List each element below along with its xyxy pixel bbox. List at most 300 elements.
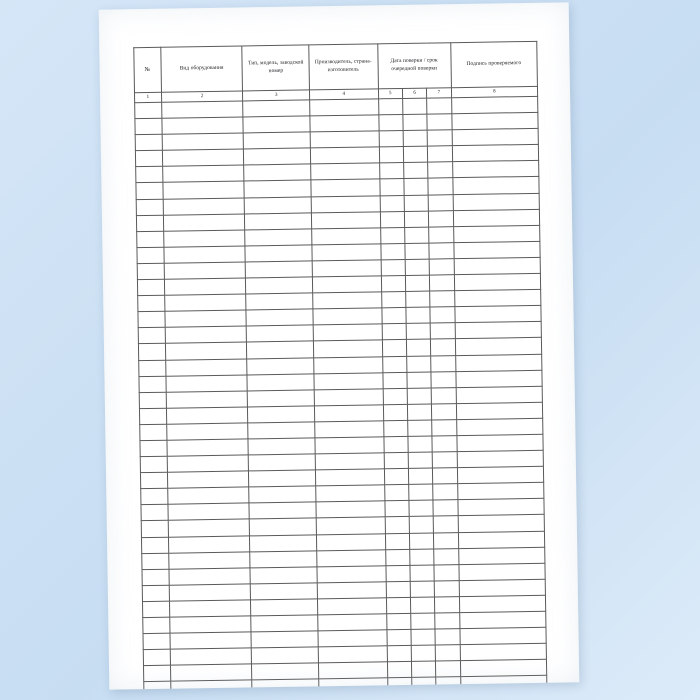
table-cell[interactable] — [168, 552, 250, 569]
table-cell[interactable] — [404, 211, 429, 227]
table-cell[interactable] — [456, 402, 543, 419]
table-cell[interactable] — [141, 537, 168, 554]
table-cell[interactable] — [170, 648, 252, 665]
table-cell[interactable] — [246, 277, 313, 294]
table-cell[interactable] — [314, 389, 383, 406]
table-cell[interactable] — [247, 373, 314, 390]
table-cell[interactable] — [251, 583, 318, 600]
table-cell[interactable] — [136, 215, 163, 232]
table-cell[interactable] — [136, 199, 163, 216]
table-cell[interactable] — [404, 179, 429, 195]
table-cell[interactable] — [459, 563, 546, 580]
table-cell[interactable] — [434, 548, 459, 564]
table-cell[interactable] — [138, 311, 165, 328]
table-cell[interactable] — [408, 436, 433, 452]
column-number-5: 5 — [378, 88, 402, 98]
table-cell[interactable] — [430, 323, 455, 339]
table-cell[interactable] — [140, 424, 167, 441]
table-cell[interactable] — [311, 163, 380, 180]
table-cell[interactable] — [381, 308, 406, 324]
table-cell[interactable] — [137, 231, 164, 248]
table-cell[interactable] — [380, 195, 405, 211]
table-cell[interactable] — [249, 454, 316, 471]
table-cell[interactable] — [250, 551, 317, 568]
table-cell[interactable] — [451, 96, 538, 113]
table-cell[interactable] — [405, 259, 430, 275]
table-cell[interactable] — [243, 100, 310, 117]
table-cell[interactable] — [143, 649, 170, 666]
table-cell[interactable] — [315, 437, 384, 454]
table-cell[interactable] — [455, 338, 542, 355]
column-number-4: 4 — [309, 89, 378, 100]
table-cell[interactable] — [166, 391, 248, 408]
table-cell[interactable] — [452, 129, 539, 146]
table-cell[interactable] — [316, 501, 385, 518]
table-cell[interactable] — [247, 325, 314, 342]
table-cell[interactable] — [166, 423, 248, 440]
table-cell[interactable] — [170, 664, 252, 681]
table-cell[interactable] — [406, 339, 431, 355]
table-cell[interactable] — [248, 390, 315, 407]
table-cell[interactable] — [315, 421, 384, 438]
table-cell[interactable] — [455, 322, 542, 339]
table-cell[interactable] — [379, 163, 404, 179]
table-cell[interactable] — [409, 533, 434, 549]
table-cell[interactable] — [386, 597, 411, 613]
table-cell[interactable] — [459, 595, 546, 612]
table-cell[interactable] — [313, 340, 382, 357]
table-cell[interactable] — [316, 485, 385, 502]
table-cell[interactable] — [316, 533, 385, 550]
table-cell[interactable] — [405, 275, 430, 291]
table-cell[interactable] — [433, 500, 458, 516]
table-cell[interactable] — [381, 292, 406, 308]
table-cell[interactable] — [454, 306, 541, 323]
table-cell[interactable] — [406, 323, 431, 339]
table-cell[interactable] — [453, 209, 540, 226]
table-cell[interactable] — [435, 629, 460, 645]
table-cell[interactable] — [166, 407, 248, 424]
table-cell[interactable] — [452, 161, 539, 178]
table-cell[interactable] — [379, 147, 404, 163]
table-cell[interactable] — [135, 102, 162, 119]
table-cell[interactable] — [164, 262, 246, 279]
table-cell[interactable] — [407, 388, 432, 404]
table-cell[interactable] — [427, 130, 452, 146]
table-cell[interactable] — [312, 276, 381, 293]
table-cell[interactable] — [248, 438, 315, 455]
table-cell[interactable] — [431, 355, 456, 371]
table-cell[interactable] — [432, 436, 457, 452]
table-cell[interactable] — [137, 263, 164, 280]
table-cell[interactable] — [385, 565, 410, 581]
table-cell[interactable] — [252, 647, 319, 664]
table-cell[interactable] — [380, 227, 405, 243]
table-cell[interactable] — [408, 420, 433, 436]
table-cell[interactable] — [243, 116, 310, 133]
table-cell[interactable] — [385, 533, 410, 549]
table-cell[interactable] — [141, 505, 168, 522]
table-cell[interactable] — [427, 114, 452, 130]
table-cell[interactable] — [455, 354, 542, 371]
table-cell[interactable] — [403, 146, 428, 162]
table-cell[interactable] — [248, 422, 315, 439]
table-cell[interactable] — [435, 613, 460, 629]
table-cell[interactable] — [319, 678, 388, 689]
table-cell[interactable] — [432, 420, 457, 436]
table-cell[interactable] — [402, 98, 427, 114]
table-cell[interactable] — [163, 246, 245, 263]
table-cell[interactable] — [382, 324, 407, 340]
table-cell[interactable] — [429, 259, 454, 275]
table-cell[interactable] — [313, 324, 382, 341]
table-cell[interactable] — [433, 484, 458, 500]
table-cell[interactable] — [429, 243, 454, 259]
table-cell[interactable] — [452, 145, 539, 162]
table-cell[interactable] — [457, 483, 544, 500]
table-cell[interactable] — [436, 677, 461, 690]
table-cell[interactable] — [454, 273, 541, 290]
table-cell[interactable] — [387, 662, 412, 678]
table-cell[interactable] — [459, 611, 546, 628]
table-cell[interactable] — [164, 310, 246, 327]
table-cell[interactable] — [386, 630, 411, 646]
table-cell[interactable] — [311, 211, 380, 228]
table-cell[interactable] — [406, 307, 431, 323]
table-cell[interactable] — [453, 193, 540, 210]
table-cell[interactable] — [386, 581, 411, 597]
table-cell[interactable] — [411, 629, 436, 645]
table-cell[interactable] — [383, 436, 408, 452]
table-cell[interactable] — [382, 340, 407, 356]
table-cell[interactable] — [245, 245, 312, 262]
table-cell[interactable] — [165, 342, 247, 359]
table-cell[interactable] — [434, 532, 459, 548]
table-cell[interactable] — [136, 183, 163, 200]
table-cell[interactable] — [381, 275, 406, 291]
table-cell[interactable] — [137, 247, 164, 264]
table-cell[interactable] — [429, 210, 454, 226]
table-cell[interactable] — [168, 503, 250, 520]
table-cell[interactable] — [312, 228, 381, 245]
table-cell[interactable] — [428, 194, 453, 210]
table-cell[interactable] — [169, 584, 251, 601]
table-cell[interactable] — [451, 112, 538, 129]
table-cell[interactable] — [313, 308, 382, 325]
table-cell[interactable] — [141, 488, 168, 505]
table-cell[interactable] — [170, 632, 252, 649]
table-cell[interactable] — [408, 468, 433, 484]
table-cell[interactable] — [430, 275, 455, 291]
table-cell[interactable] — [458, 499, 545, 516]
table-cell[interactable] — [382, 372, 407, 388]
table-cell[interactable] — [384, 452, 409, 468]
table-cell[interactable] — [252, 663, 319, 680]
table-cell[interactable] — [404, 195, 429, 211]
table-cell[interactable] — [135, 134, 162, 151]
table-cell[interactable] — [162, 149, 244, 166]
table-cell[interactable] — [403, 130, 428, 146]
table-cell[interactable] — [162, 181, 244, 198]
table-cell[interactable] — [251, 631, 318, 648]
table-cell[interactable] — [138, 295, 165, 312]
table-cell[interactable] — [407, 372, 432, 388]
table-cell[interactable] — [434, 564, 459, 580]
table-cell[interactable] — [406, 291, 431, 307]
table-cell[interactable] — [144, 682, 171, 690]
table-cell[interactable] — [314, 405, 383, 422]
table-cell[interactable] — [405, 243, 430, 259]
table-cell[interactable] — [312, 260, 381, 277]
table-cell[interactable] — [453, 241, 540, 258]
table-cell[interactable] — [384, 469, 409, 485]
table-cell[interactable] — [383, 404, 408, 420]
table-cell[interactable] — [383, 388, 408, 404]
table-cell[interactable] — [384, 485, 409, 501]
table-cell[interactable] — [143, 617, 170, 634]
table-cell[interactable] — [141, 521, 168, 538]
table-cell[interactable] — [138, 344, 165, 361]
table-cell[interactable] — [460, 660, 547, 677]
table-cell[interactable] — [137, 279, 164, 296]
table-cell[interactable] — [387, 646, 412, 662]
table-cell[interactable] — [379, 179, 404, 195]
table-cell[interactable] — [163, 230, 245, 247]
table-cell[interactable] — [410, 565, 435, 581]
table-cell[interactable] — [315, 469, 384, 486]
table-cell[interactable] — [458, 515, 545, 532]
table-cell[interactable] — [435, 597, 460, 613]
table-cell[interactable] — [408, 452, 433, 468]
table-cell[interactable] — [318, 662, 387, 679]
table-cell[interactable] — [409, 484, 434, 500]
table-cell[interactable] — [317, 549, 386, 566]
table-cell[interactable] — [310, 99, 379, 116]
table-cell[interactable] — [249, 470, 316, 487]
table-cell[interactable] — [139, 360, 166, 377]
table-cell[interactable] — [454, 289, 541, 306]
table-cell[interactable] — [310, 115, 379, 132]
table-cell[interactable] — [167, 471, 249, 488]
table-cell[interactable] — [244, 148, 311, 165]
table-cell[interactable] — [136, 167, 163, 184]
table-cell[interactable] — [318, 614, 387, 631]
table-cell[interactable] — [165, 326, 247, 343]
table-cell[interactable] — [140, 456, 167, 473]
table-cell[interactable] — [252, 679, 319, 689]
table-cell[interactable] — [429, 226, 454, 242]
table-cell[interactable] — [432, 452, 457, 468]
table-cell[interactable] — [251, 615, 318, 632]
table-cell[interactable] — [245, 213, 312, 230]
table-cell[interactable] — [407, 356, 432, 372]
table-cell[interactable] — [139, 392, 166, 409]
table-cell[interactable] — [247, 341, 314, 358]
table-cell[interactable] — [310, 147, 379, 164]
table-cell[interactable] — [460, 643, 547, 660]
table-cell[interactable] — [167, 439, 249, 456]
table-cell[interactable] — [385, 549, 410, 565]
table-cell[interactable] — [246, 293, 313, 310]
table-cell[interactable] — [384, 501, 409, 517]
table-cell[interactable] — [162, 133, 244, 150]
table-cell[interactable] — [162, 165, 244, 182]
table-cell[interactable] — [140, 440, 167, 457]
table-cell[interactable] — [167, 455, 249, 472]
table-cell[interactable] — [410, 581, 435, 597]
table-cell[interactable] — [412, 677, 437, 689]
table-cell[interactable] — [314, 356, 383, 373]
table-cell[interactable] — [317, 598, 386, 615]
table-cell[interactable] — [380, 211, 405, 227]
table-cell[interactable] — [378, 98, 403, 114]
table-cell[interactable] — [452, 177, 539, 194]
table-cell[interactable] — [244, 132, 311, 149]
table-cell[interactable] — [403, 114, 428, 130]
table-cell[interactable] — [431, 371, 456, 387]
table-cell[interactable] — [411, 661, 436, 677]
table-cell[interactable] — [246, 309, 313, 326]
table-cell[interactable] — [317, 582, 386, 599]
table-cell[interactable] — [409, 500, 434, 516]
table-cell[interactable] — [250, 518, 317, 535]
table-cell[interactable] — [138, 328, 165, 345]
table-cell[interactable] — [250, 534, 317, 551]
table-cell[interactable] — [310, 131, 379, 148]
table-cell[interactable] — [431, 339, 456, 355]
table-cell[interactable] — [431, 387, 456, 403]
table-cell[interactable] — [164, 278, 246, 295]
table-cell[interactable] — [135, 151, 162, 168]
table-cell[interactable] — [313, 292, 382, 309]
table-cell[interactable] — [453, 225, 540, 242]
table-cell[interactable] — [428, 146, 453, 162]
table-cell[interactable] — [460, 676, 547, 690]
table-cell[interactable] — [436, 661, 461, 677]
table-cell[interactable] — [169, 616, 251, 633]
table-cell[interactable] — [457, 466, 544, 483]
table-cell[interactable] — [316, 517, 385, 534]
table-cell[interactable] — [407, 404, 432, 420]
table-cell[interactable] — [168, 519, 250, 536]
table-cell[interactable] — [433, 516, 458, 532]
table-cell[interactable] — [427, 98, 452, 114]
table-cell[interactable] — [430, 307, 455, 323]
header-row — [134, 41, 538, 92]
table-cell[interactable] — [142, 601, 169, 618]
table-cell[interactable] — [383, 420, 408, 436]
table-cell[interactable] — [456, 418, 543, 435]
table-cell[interactable] — [456, 386, 543, 403]
table-cell[interactable] — [244, 164, 311, 181]
table-cell[interactable] — [312, 244, 381, 261]
table-cell[interactable] — [405, 227, 430, 243]
table-cell[interactable] — [167, 487, 249, 504]
table-cell[interactable] — [144, 665, 171, 682]
table-cell[interactable] — [315, 453, 384, 470]
table-cell[interactable] — [378, 115, 403, 131]
table-cell[interactable] — [428, 178, 453, 194]
table-cell[interactable] — [247, 357, 314, 374]
table-cell[interactable] — [430, 291, 455, 307]
header-cell-number: № — [134, 47, 161, 92]
table-cell[interactable] — [168, 535, 250, 552]
table-cell[interactable] — [410, 597, 435, 613]
table-cell[interactable] — [244, 180, 311, 197]
table-cell[interactable] — [251, 599, 318, 616]
table-cell[interactable] — [435, 645, 460, 661]
table-cell[interactable] — [455, 370, 542, 387]
table-cell[interactable] — [166, 375, 248, 392]
table-cell[interactable] — [458, 547, 545, 564]
table-cell[interactable] — [386, 613, 411, 629]
table-cell[interactable] — [142, 585, 169, 602]
table-cell[interactable] — [245, 229, 312, 246]
table-cell[interactable] — [143, 633, 170, 650]
table-cell[interactable] — [379, 131, 404, 147]
table-cell[interactable] — [250, 567, 317, 584]
table-cell[interactable] — [459, 579, 546, 596]
table-cell[interactable] — [318, 646, 387, 663]
table-cell[interactable] — [409, 516, 434, 532]
table-cell[interactable] — [457, 450, 544, 467]
table-cell[interactable] — [164, 294, 246, 311]
table-cell[interactable] — [318, 630, 387, 647]
table-cell[interactable] — [135, 118, 162, 135]
table-cell[interactable] — [454, 257, 541, 274]
table-cell[interactable] — [458, 531, 545, 548]
table-cell[interactable] — [311, 195, 380, 212]
table-cell[interactable] — [161, 117, 243, 134]
table-cell[interactable] — [381, 259, 406, 275]
table-cell[interactable] — [163, 198, 245, 215]
table-cell[interactable] — [457, 434, 544, 451]
table-cell[interactable] — [314, 372, 383, 389]
table-cell[interactable] — [246, 261, 313, 278]
table-cell[interactable] — [411, 645, 436, 661]
table-cell[interactable] — [245, 196, 312, 213]
table-cell[interactable] — [410, 549, 435, 565]
table-cell[interactable] — [411, 613, 436, 629]
table-cell[interactable] — [317, 566, 386, 583]
table-cell[interactable] — [170, 680, 252, 689]
table-cell[interactable] — [428, 162, 453, 178]
table-cell[interactable] — [380, 243, 405, 259]
table-cell[interactable] — [432, 403, 457, 419]
table-cell[interactable] — [387, 678, 412, 690]
table-cell[interactable] — [139, 376, 166, 393]
table-cell[interactable] — [165, 358, 247, 375]
table-cell[interactable] — [139, 408, 166, 425]
table-cell[interactable] — [404, 162, 429, 178]
table-cell[interactable] — [460, 627, 547, 644]
table-cell[interactable] — [434, 580, 459, 596]
table-cell[interactable] — [248, 406, 315, 423]
table-cell[interactable] — [169, 600, 251, 617]
table-cell[interactable] — [140, 472, 167, 489]
table-cell[interactable] — [142, 569, 169, 586]
table-cell[interactable] — [249, 502, 316, 519]
table-cell[interactable] — [163, 214, 245, 231]
table-cell[interactable] — [169, 568, 251, 585]
table-cell[interactable] — [161, 101, 243, 118]
table-cell[interactable] — [385, 517, 410, 533]
table-cell[interactable] — [382, 356, 407, 372]
table-cell[interactable] — [249, 486, 316, 503]
table-cell[interactable] — [433, 468, 458, 484]
table-cell[interactable] — [142, 553, 169, 570]
table-cell[interactable] — [311, 179, 380, 196]
